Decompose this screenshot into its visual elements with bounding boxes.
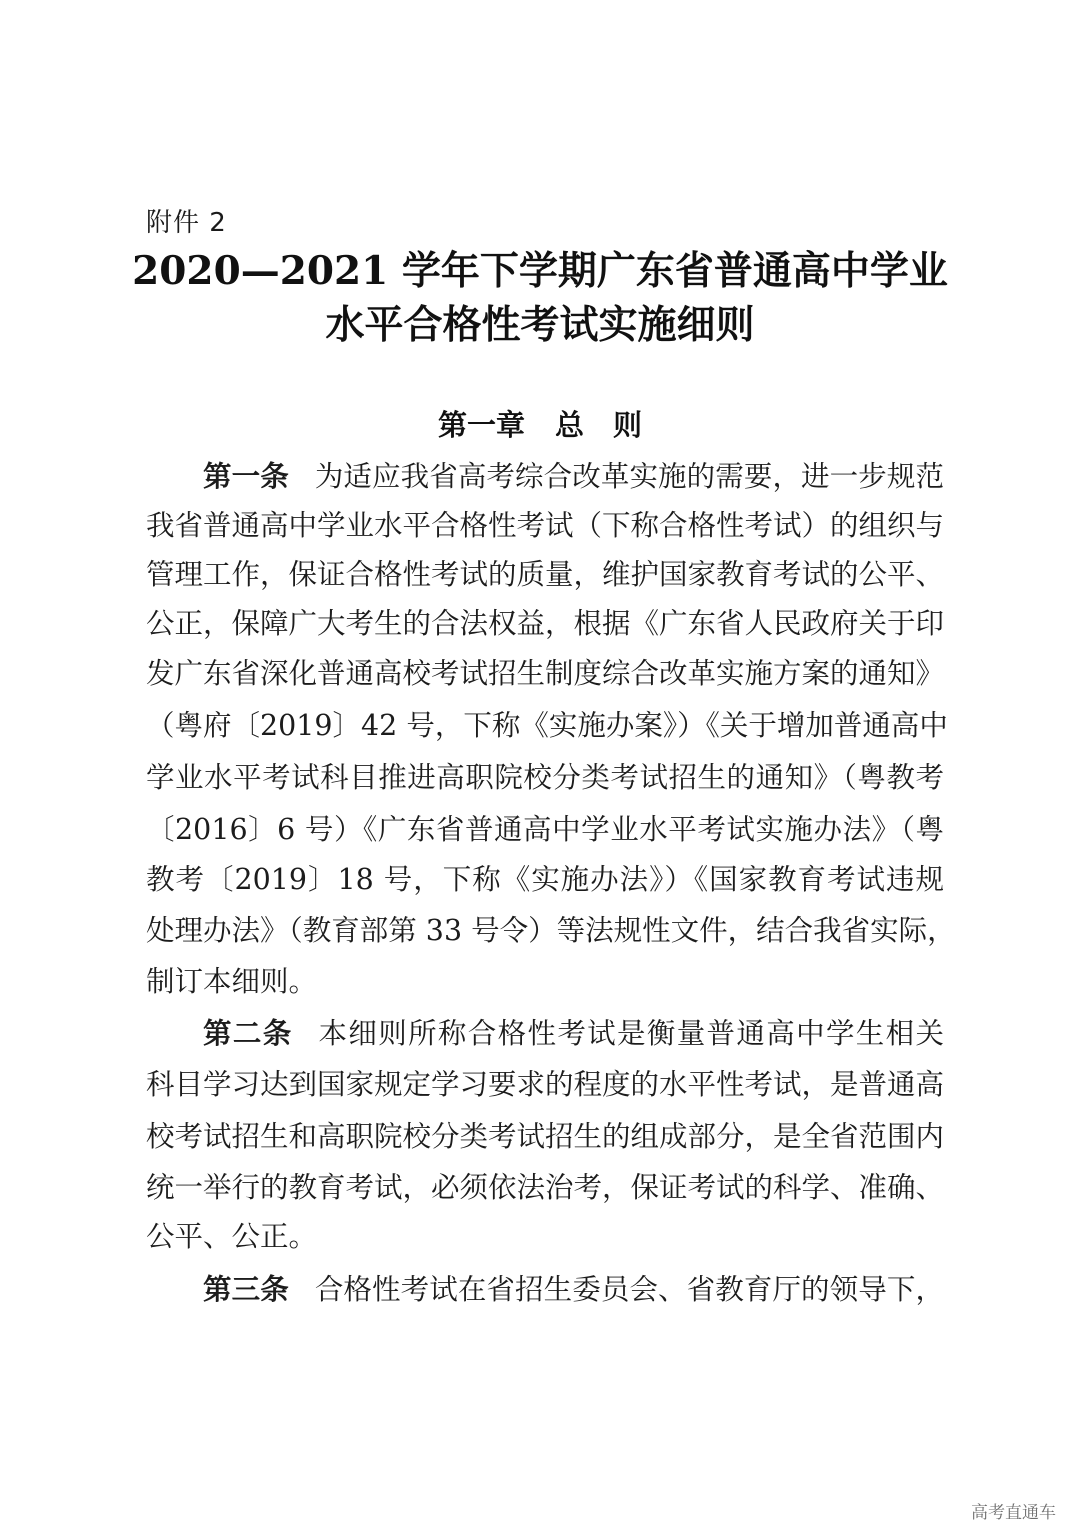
article-1-line-2: 我省普通高中学业水平合格性考试（下称合格性考试）的组织与 <box>146 509 945 542</box>
article-1-line-3: 管理工作，保证合格性考试的质量，维护国家教育考试的公平、 <box>146 558 945 591</box>
article-1-line-5: 发广东省深化普通高校考试招生制度综合改革实施方案的通知》 <box>146 657 945 690</box>
article-2-line-1 <box>203 1014 944 1054</box>
watermark: 高考直通车 <box>971 1503 1056 1523</box>
article-2-line-5: 公平、公正。 <box>146 1220 318 1253</box>
article-1-line-1 <box>203 457 944 497</box>
article-1-text-1: 为适应我省高考综合改革实施的需要，进一步规范 <box>314 460 944 493</box>
article-2-line-3: 校考试招生和高职院校分类考试招生的组成部分，是全省范围内 <box>146 1120 945 1153</box>
article-1-line-4: 公正，保障广大考生的合法权益，根据《广东省人民政府关于印 <box>146 607 945 640</box>
chapter-number: 第一章 <box>437 408 525 442</box>
attachment-label: 附件 2 <box>146 208 227 238</box>
article-3-line-1 <box>203 1270 944 1310</box>
chapter-name: 总 则 <box>555 408 643 442</box>
article-2-line-4: 统一举行的教育考试，必须依法治考，保证考试的科学、准确、 <box>146 1171 945 1204</box>
article-3-text-1: 合格性考试在省招生委员会、省教育厅的领导下， <box>314 1273 944 1306</box>
article-1-line-10: 处理办法》（教育部第 33 号令）等法规性文件，结合我省实际， <box>146 914 956 947</box>
article-1-line-8: 〔2016〕6 号）《广东省普通高中学业水平考试实施办法》（粤 <box>146 813 944 846</box>
document-title-line-1: 2020—2021 学年下学期广东省普通高中学业 <box>132 248 948 294</box>
chapter-heading <box>120 405 960 445</box>
document-title-line-2: 水平合格性考试实施细则 <box>325 302 755 348</box>
article-1-line-6: （粤府〔2019〕42 号，下称《实施办案》）《关于增加普通高中 <box>146 709 948 742</box>
article-1-line-11: 制订本细则。 <box>146 965 318 998</box>
article-2-line-2: 科目学习达到国家规定学习要求的程度的水平性考试，是普通高 <box>146 1068 945 1101</box>
article-3-label: 第三条 <box>203 1273 289 1306</box>
article-1-line-7: 学业水平考试科目推进高职院校分类考试招生的通知》（粤教考 <box>146 761 944 794</box>
article-2-text-1: 本细则所称合格性考试是衡量普通高中学生相关 <box>318 1017 944 1050</box>
article-1-label: 第一条 <box>203 460 289 493</box>
article-2-label: 第二条 <box>203 1017 293 1050</box>
article-1-line-9: 教考〔2019〕18 号，下称《实施办法》）《国家教育考试违规 <box>146 863 944 896</box>
